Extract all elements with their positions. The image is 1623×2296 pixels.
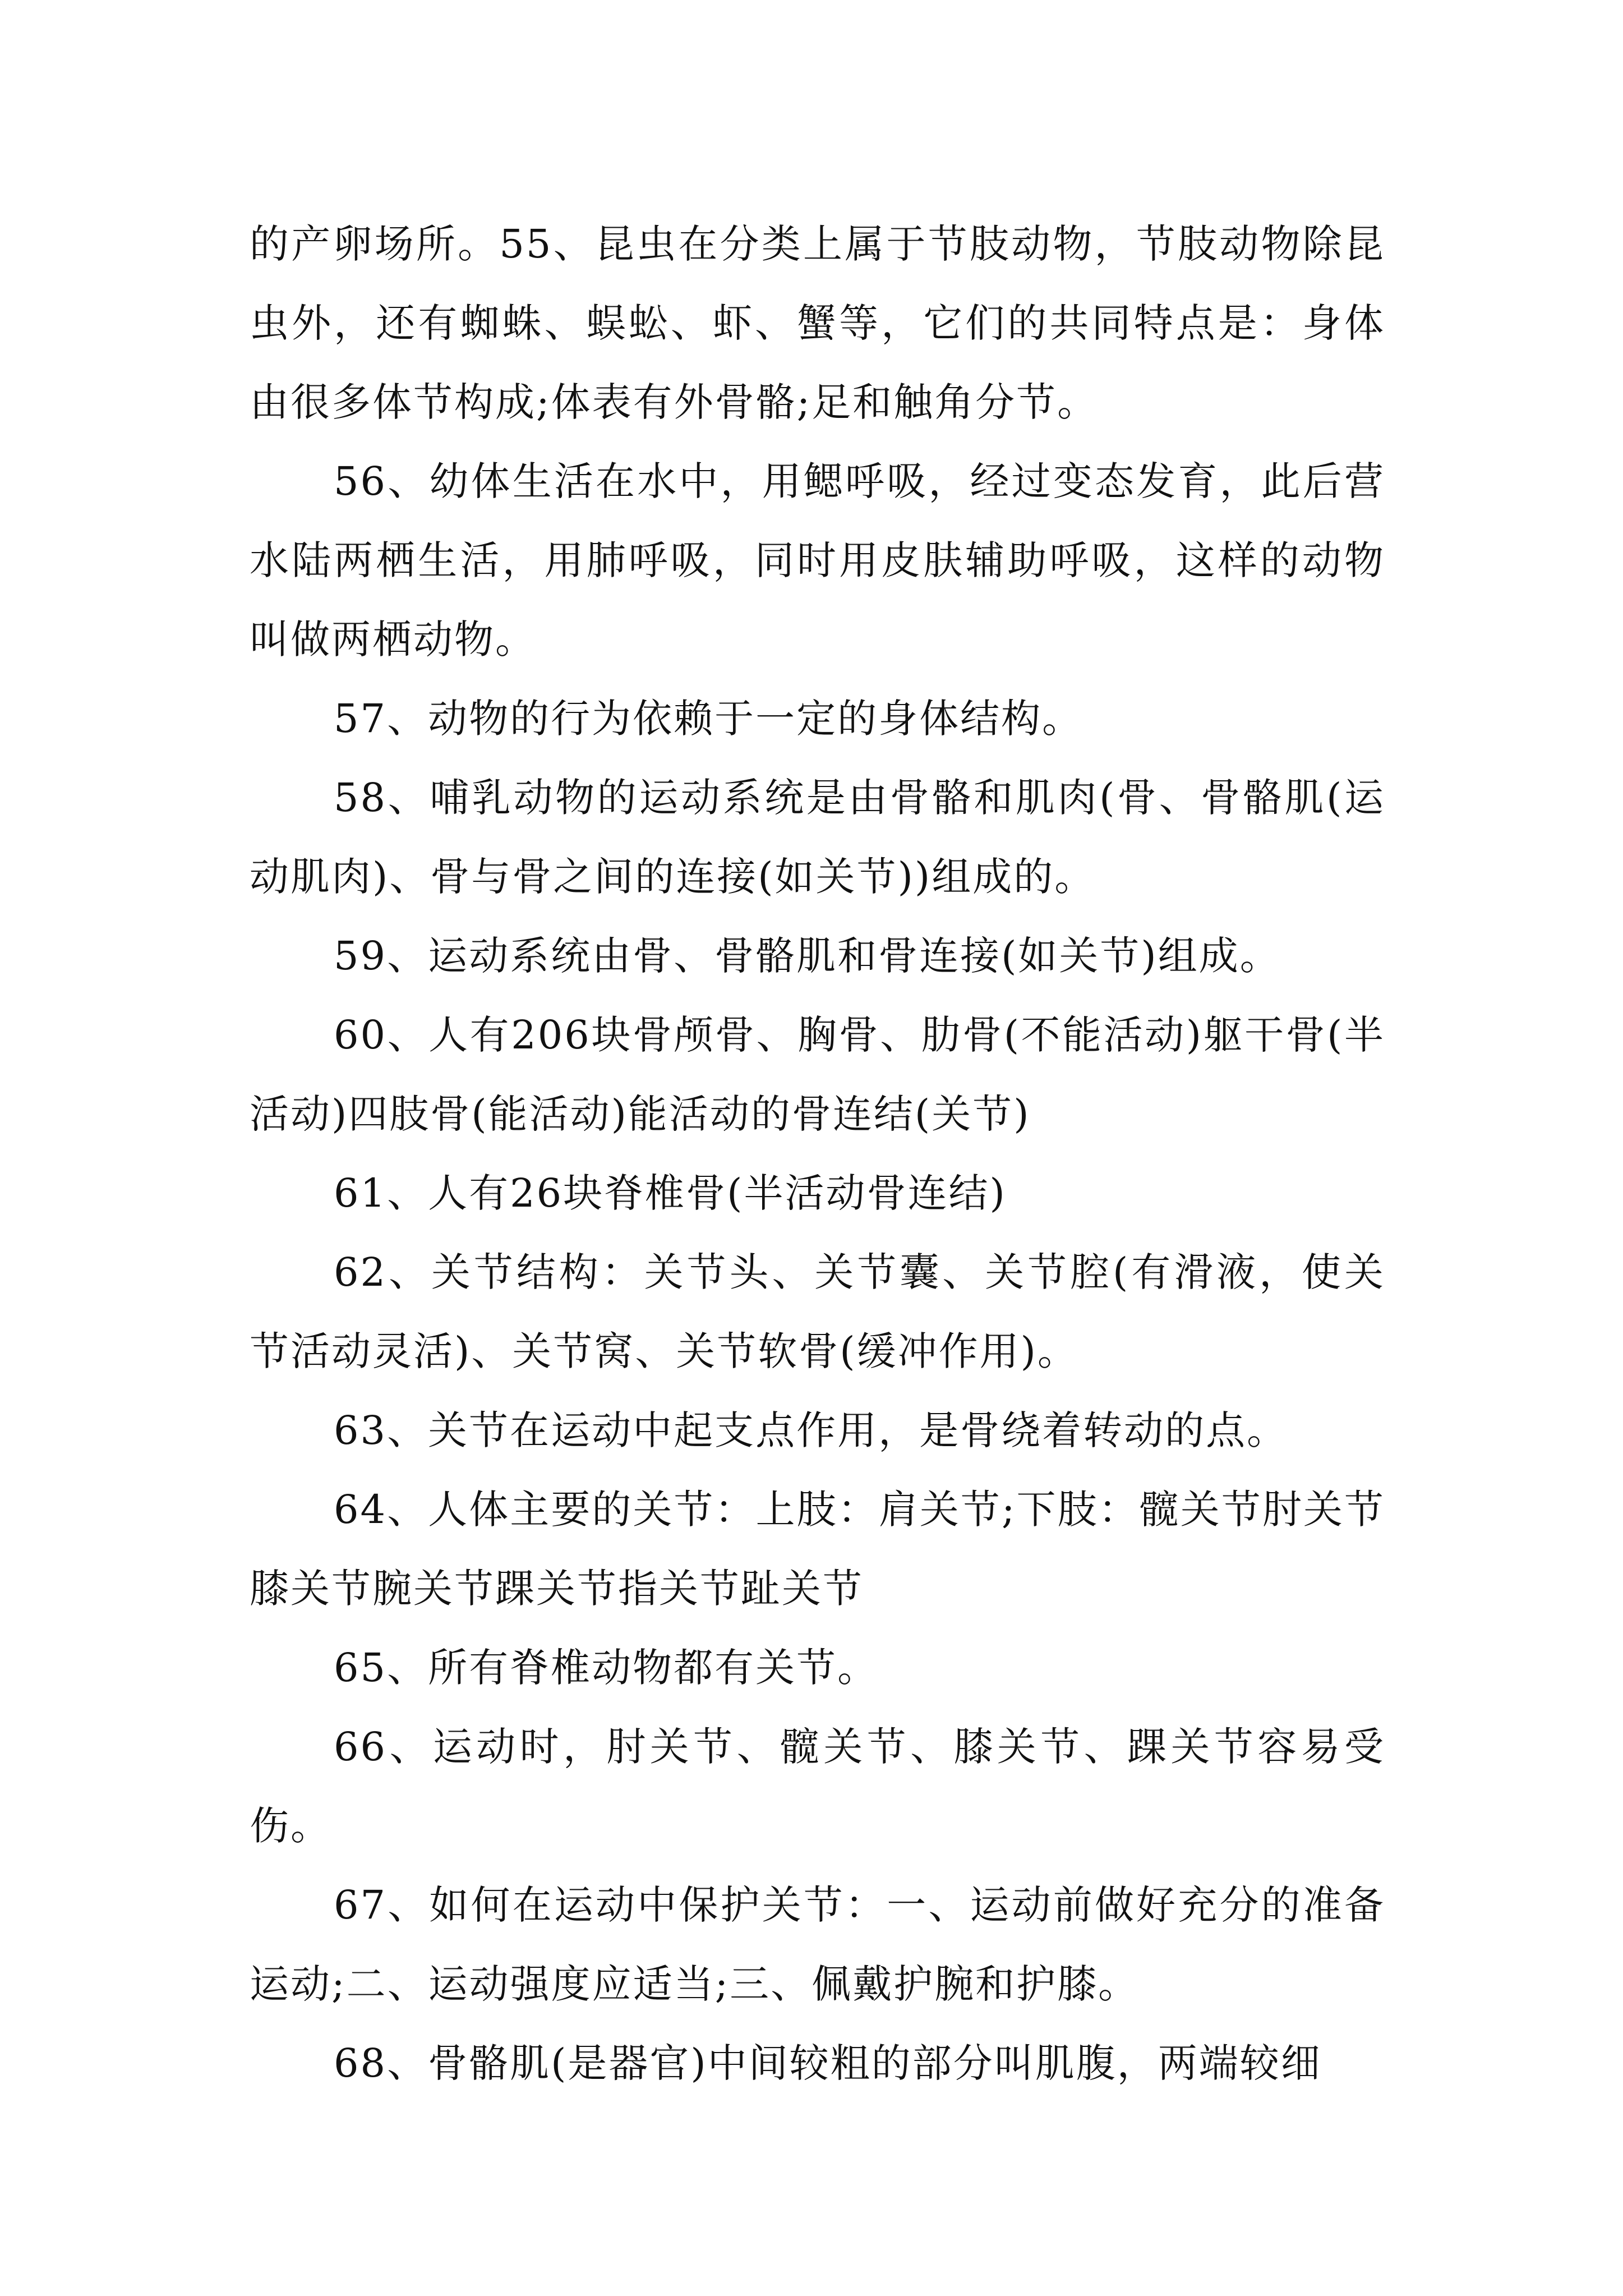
paragraph-8: 62、关节结构：关节头、关节囊、关节腔(有滑液，使关节活动灵活)、关节窝、关节软骨(缓冲作用)。 (250, 1249, 1385, 1374)
paragraph-1: 的产卵场所。55、昆虫在分类上属于节肢动物，节肢动物除昆虫外，还有蜘蛛、蜈蚣、虾、蟹等，它们的共同特点是：身体由很多体节构成;体表有外骨骼;足和触角分节。 (250, 221, 1385, 425)
paragraph-4: 58、哺乳动物的运动系统是由骨骼和肌肉(骨、骨骼肌(运动肌肉)、骨与骨之间的连接(如关节))组成的。 (250, 775, 1385, 900)
paragraph-7: 61、人有26块脊椎骨(半活动骨连结) (334, 1170, 1007, 1216)
paragraph-14: 68、骨骼肌(是器官)中间较粗的部分叫肌腹，两端较细 (334, 2040, 1322, 2086)
paragraph-2: 56、幼体生活在水中，用鳃呼吸，经过变态发育，此后营水陆两栖生活，用肺呼吸，同时用皮肤辅助呼吸，这样的动物叫做两栖动物。 (250, 458, 1385, 662)
paragraph-12: 66、运动时，肘关节、髋关节、膝关节、踝关节容易受伤。 (250, 1724, 1385, 1849)
body-text (250, 205, 1385, 2103)
paragraph-3: 57、动物的行为依赖于一定的身体结构。 (334, 696, 1083, 742)
paragraph-6: 60、人有206块骨颅骨、胸骨、肋骨(不能活动)躯干骨(半活动)四肢骨(能活动)能活动的骨连结(关节) (250, 1012, 1385, 1137)
paragraph-10: 64、人体主要的关节：上肢：肩关节;下肢：髋关节肘关节膝关节腕关节踝关节指关节趾关节 (250, 1487, 1385, 1612)
paragraph-5: 59、运动系统由骨、骨骼肌和骨连接(如关节)组成。 (334, 933, 1281, 979)
paragraph-11: 65、所有脊椎动物都有关节。 (334, 1645, 879, 1691)
paragraph-13: 67、如何在运动中保护关节：一、运动前做好充分的准备运动;二、运动强度应适当;三、佩戴护腕和护膝。 (250, 1882, 1385, 2007)
paragraph-9: 63、关节在运动中起支点作用，是骨绕着转动的点。 (334, 1407, 1288, 1453)
